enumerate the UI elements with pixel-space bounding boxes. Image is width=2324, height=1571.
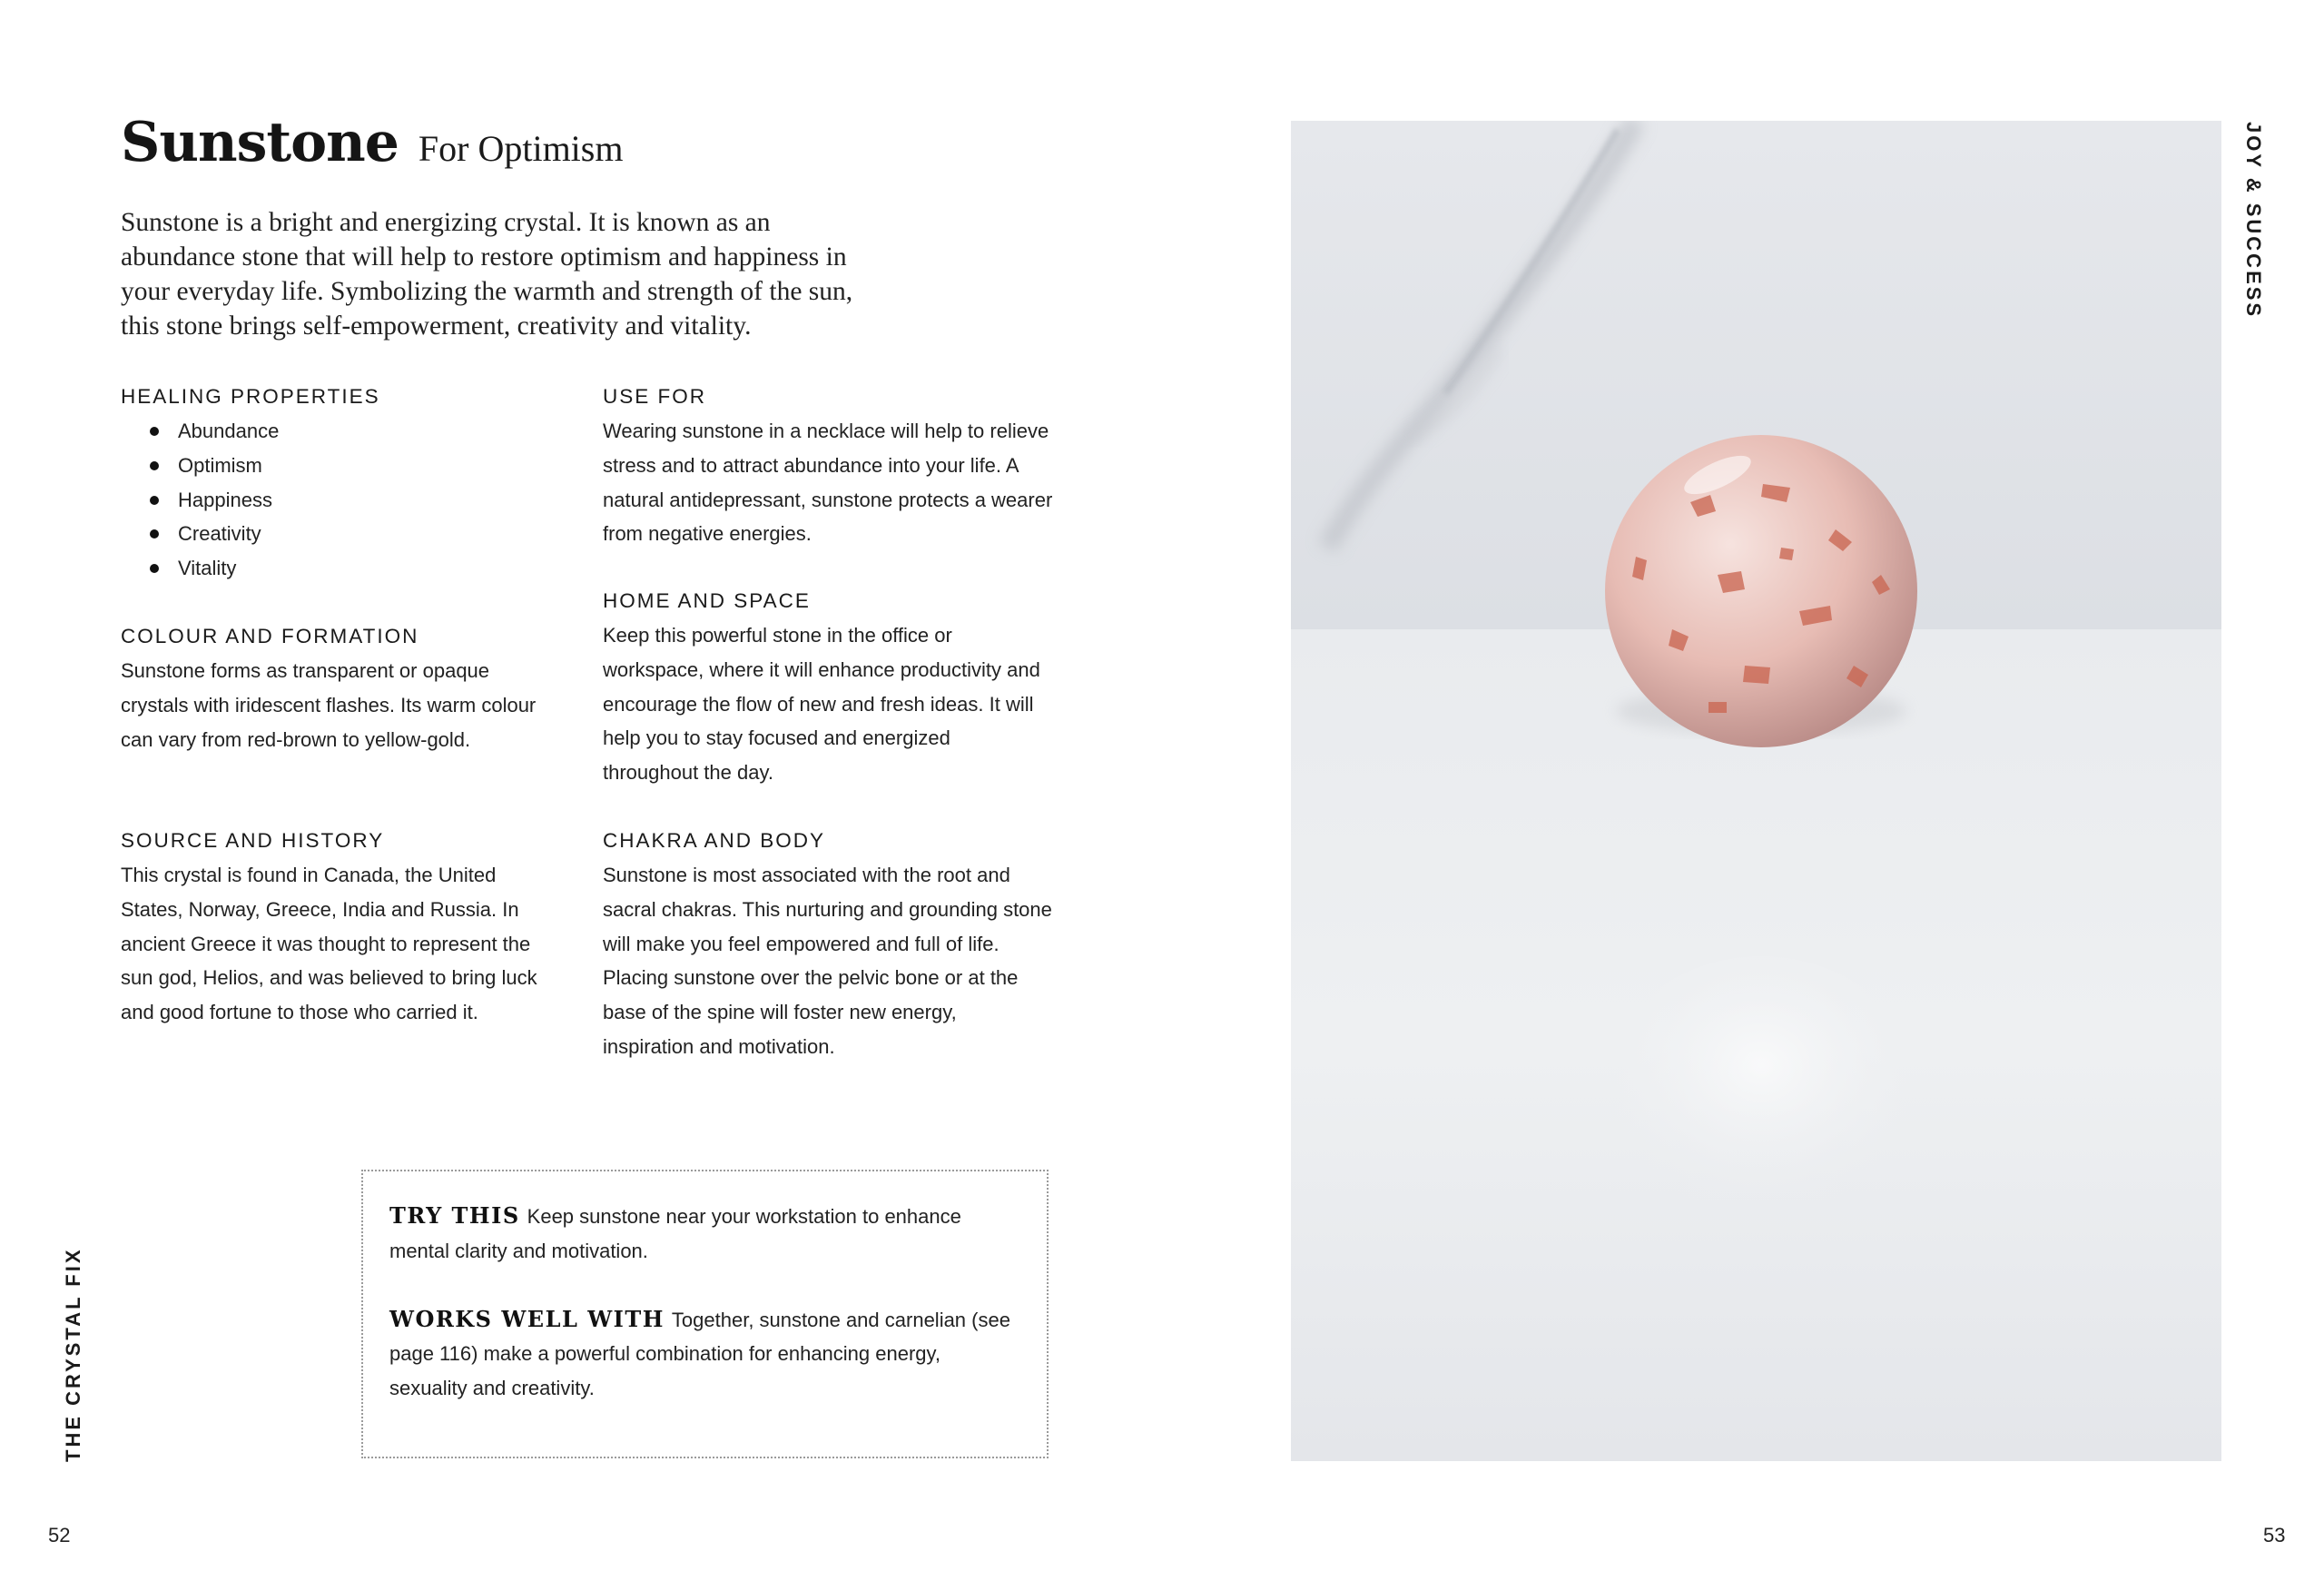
home-space-heading: HOME AND SPACE	[603, 589, 811, 612]
healing-properties-list	[121, 414, 575, 586]
colour-formation-heading: COLOUR AND FORMATION	[121, 625, 419, 647]
sunstone-sphere-photo	[1291, 121, 2221, 1461]
sunstone-sphere	[1605, 435, 1917, 747]
home-space-text: Keep this powerful stone in the office or workspace, where it will enhance productivity and encourage the flow of new and fresh ideas. It will help you to stay focused and energized throughout the day.	[603, 624, 1040, 785]
chapter-running-head: JOY & SUCCESS	[2242, 122, 2265, 320]
source-history-section	[121, 824, 561, 1030]
works-well-with-label: WORKS WELL WITH	[389, 1305, 665, 1332]
use-for-heading: USE FOR	[603, 385, 707, 408]
colour-formation-section	[121, 619, 561, 756]
book-title-running-head: THE CRYSTAL FIX	[62, 1247, 84, 1462]
intro-paragraph: Sunstone is a bright and energizing crystal. It is known as an abundance stone that will help to restore optimism and happiness in your everyday life. Symbolizing the warmth and strength of the sun, this stone brings self-empowerment, creativity and vitality.	[121, 208, 853, 341]
try-this-tip	[389, 1199, 1021, 1269]
healing-properties-section	[121, 380, 575, 586]
bullet-icon	[150, 564, 159, 573]
page-number-left: 52	[48, 1524, 71, 1546]
list-item: Optimism	[121, 449, 575, 483]
works-well-with-text: Together, sunstone and carnelian (see page 116) make a powerful combination for enhancing energy, sexuality and creativity.	[389, 1308, 1010, 1400]
chakra-body-text: Sunstone is most associated with the root and sacral chakras. This nurturing and grounding stone will make you feel empowered and full of life. Placing sunstone over the pelvic bone or at the base of the spine will foster new energy, inspiration and motivation.	[603, 864, 1052, 1058]
crystal-subtitle: For Optimism	[418, 128, 624, 169]
tip-box	[361, 1170, 1049, 1458]
list-item: Abundance	[121, 414, 575, 449]
crystal-name: Sunstone	[121, 111, 399, 174]
chakra-body-section	[603, 824, 1053, 1064]
page-number-right: 53	[2263, 1524, 2286, 1546]
page-title	[121, 111, 623, 174]
try-this-label: TRY THIS	[389, 1202, 520, 1229]
source-history-text: This crystal is found in Canada, the United States, Norway, Greece, India and Russia. In ancient Greece it was thought to represent the sun god, Helios, and was believed to bring luck and good fortune to those who carried it.	[121, 864, 537, 1024]
chakra-body-heading: CHAKRA AND BODY	[603, 829, 826, 852]
use-for-section	[603, 380, 1053, 551]
use-for-text: Wearing sunstone in a necklace will help to relieve stress and to attract abundance into your life. A natural antidepressant, sunstone protects a wearer from negative energies.	[603, 420, 1053, 546]
bullet-icon	[150, 461, 159, 470]
home-space-section	[603, 584, 1048, 790]
colour-formation-text: Sunstone forms as transparent or opaque crystals with iridescent flashes. Its warm colour can vary from red-brown to yellow-gold.	[121, 659, 537, 751]
bullet-icon	[150, 529, 159, 538]
list-item: Creativity	[121, 517, 575, 551]
works-well-with-tip	[389, 1302, 1021, 1406]
bullet-icon	[150, 427, 159, 436]
healing-properties-heading: HEALING PROPERTIES	[121, 385, 380, 408]
list-item: Happiness	[121, 483, 575, 518]
try-this-text: Keep sunstone near your workstation to enhance mental clarity and motivation.	[389, 1205, 961, 1262]
bullet-icon	[150, 496, 159, 505]
list-item: Vitality	[121, 551, 575, 586]
source-history-heading: SOURCE AND HISTORY	[121, 829, 385, 852]
